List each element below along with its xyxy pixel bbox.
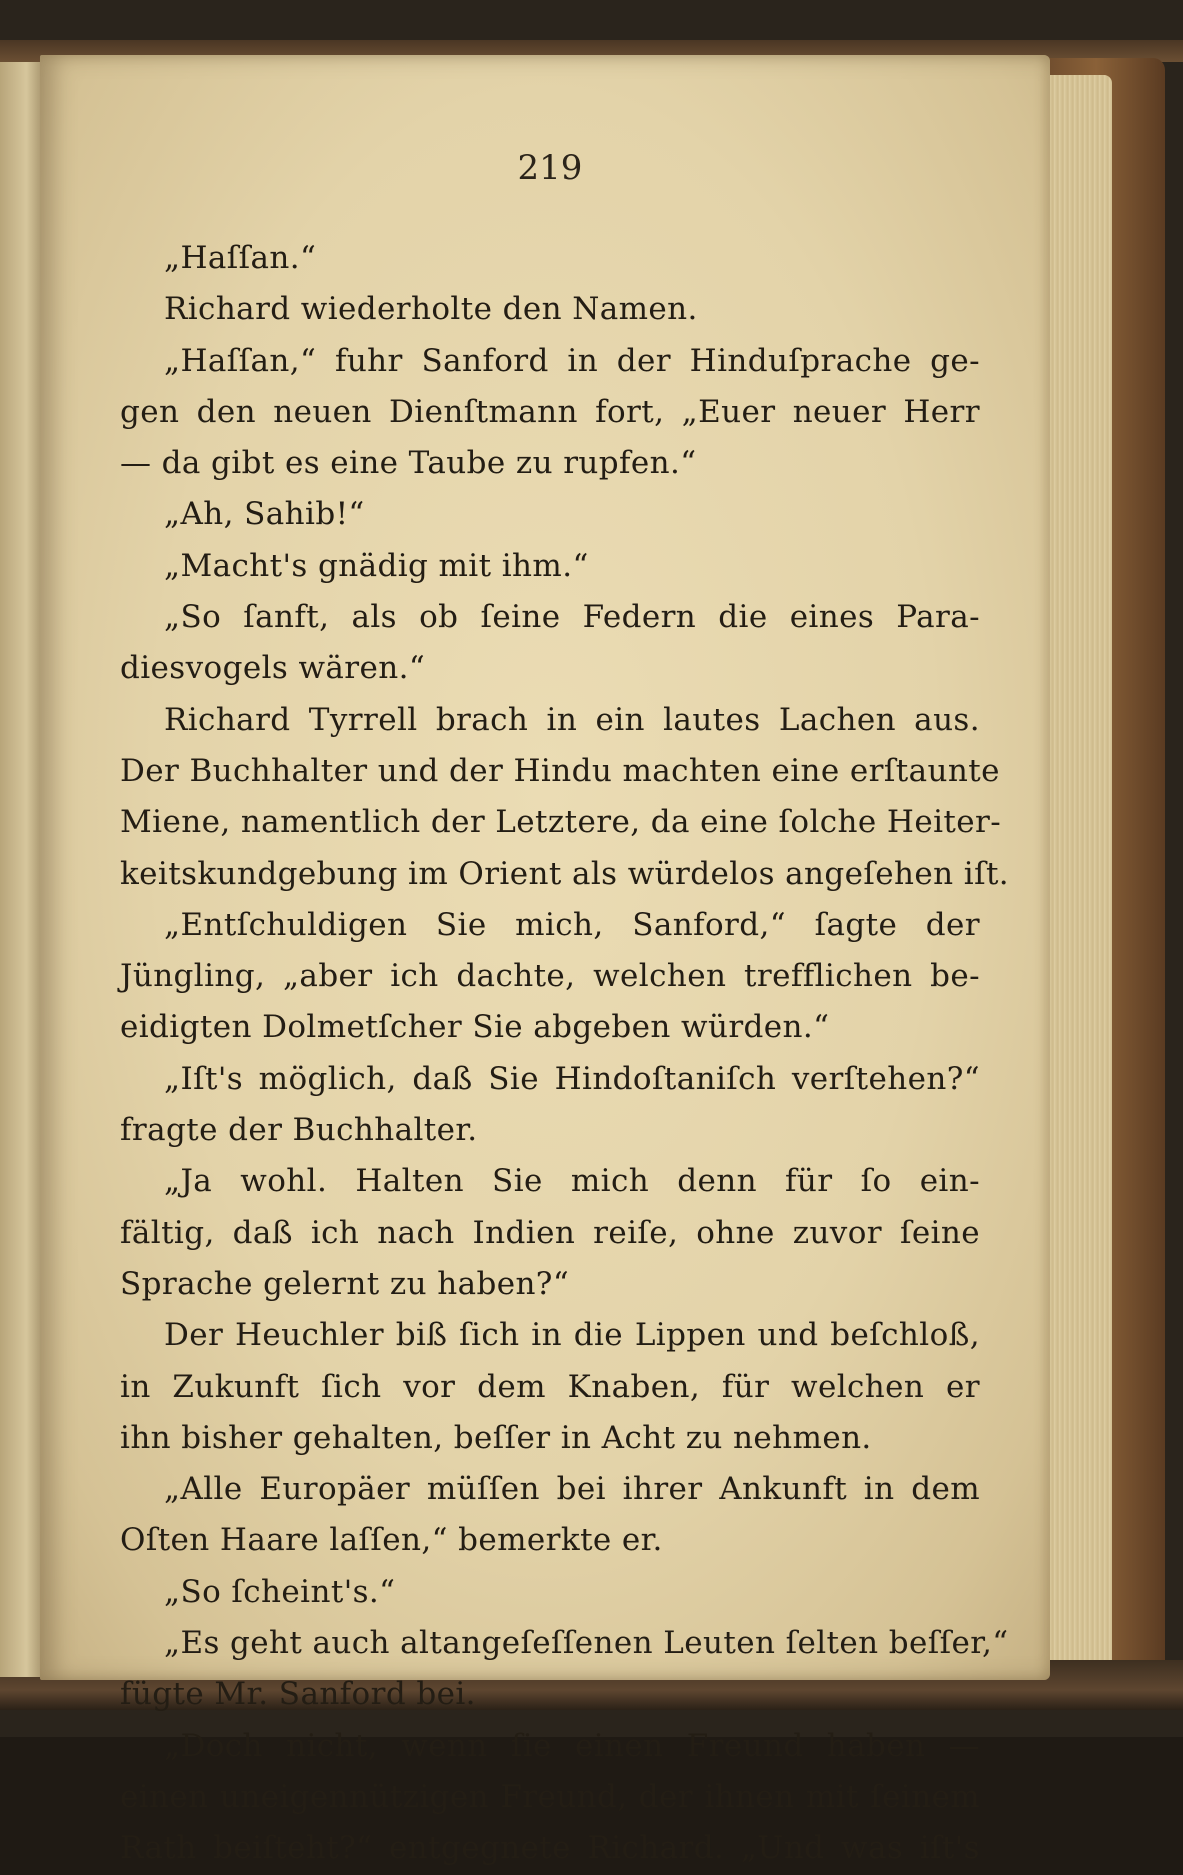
text-line: — da gibt es eine Taube zu rupfen.“ [120,445,697,482]
text-line: „Haſſan.“ [164,240,317,276]
text-line: gen den neuen Dienſtmann fort, „Euer neuer Herr [120,393,980,430]
text-line: „Entſchuldigen Sie mich, Sanford,“ ſagte der [164,906,980,943]
text-line: „So ſanft, als ob ſeine Federn die eines Para- [164,599,980,636]
text-line: einen uneigennützigen Freund, der ihnen mit ſeinem [120,1778,980,1815]
text-line: fügte Mr. Sanford bei. [120,1676,476,1713]
text-line: „Doch nicht, wenn ſie einen Freund haben — [164,1727,980,1764]
text-line: „Alle Europäer müſſen bei ihrer Ankunft in dem [164,1471,980,1508]
text-line: Richard wiederholte den Namen. [164,291,698,328]
page-stack-edge [1040,75,1112,1675]
text-line: Sprache gelernt zu haben?“ [120,1265,570,1302]
text-line: „Es geht auch altangeſeſſenen Leuten ſelten beſſer,“ [164,1625,1009,1662]
text-line: „Ja wohl. Halten Sie mich denn für ſo ein- [164,1163,980,1200]
text-line: Richard Tyrrell brach in ein lautes Lachen aus. [164,701,980,738]
page-number: 219 [517,148,583,188]
text-line: diesvogels wären.“ [120,650,426,687]
text-line: „Haſſan,“ fuhr Sanford in der Hinduſprache ge- [164,342,980,379]
text-line: fältig, daß ich nach Indien reiſe, ohne zuvor ſeine [120,1214,980,1251]
text-line: „Iſt's möglich, daß Sie Hindoſtaniſch verſtehen?“ [164,1060,980,1097]
text-line: „Ah, Sahib!“ [164,496,365,533]
text-line: Miene, namentlich der Letztere, da eine ſolche Heiter- [120,804,1002,841]
text-line: Der Buchhalter und der Hindu machten eine erſtaunte [120,752,1000,789]
text-line: in Zukunft ſich vor dem Knaben, für welchen er [120,1368,980,1405]
text-line: „Macht's gnädig mit ihm.“ [164,547,589,584]
text-line: eidigten Dolmetſcher Sie abgeben würden.“ [120,1009,830,1046]
facing-page-edge [0,62,44,1677]
text-line: „So ſcheint's.“ [164,1573,396,1610]
text-line: keitskundgebung im Orient als würdelos angeſehen iſt. [120,855,1010,892]
text-line: Oſten Haare laſſen,“ bemerkte er. [120,1522,663,1559]
body-text [120,233,1010,1875]
text-line: Jüngling, „aber ich dachte, welchen trefflichen be- [120,958,980,995]
book-page [40,55,1050,1867]
text-line: fragte der Buchhalter. [120,1112,478,1149]
text-line: ihn bisher gehalten, beſſer in Acht zu nehmen. [120,1419,872,1456]
text-line: Rath beiſteht?“ entgegnete Richard. „Und was iſt's [120,1830,980,1867]
text-line: Der Heuchler biß ſich in die Lippen und beſchloß, [164,1317,980,1354]
